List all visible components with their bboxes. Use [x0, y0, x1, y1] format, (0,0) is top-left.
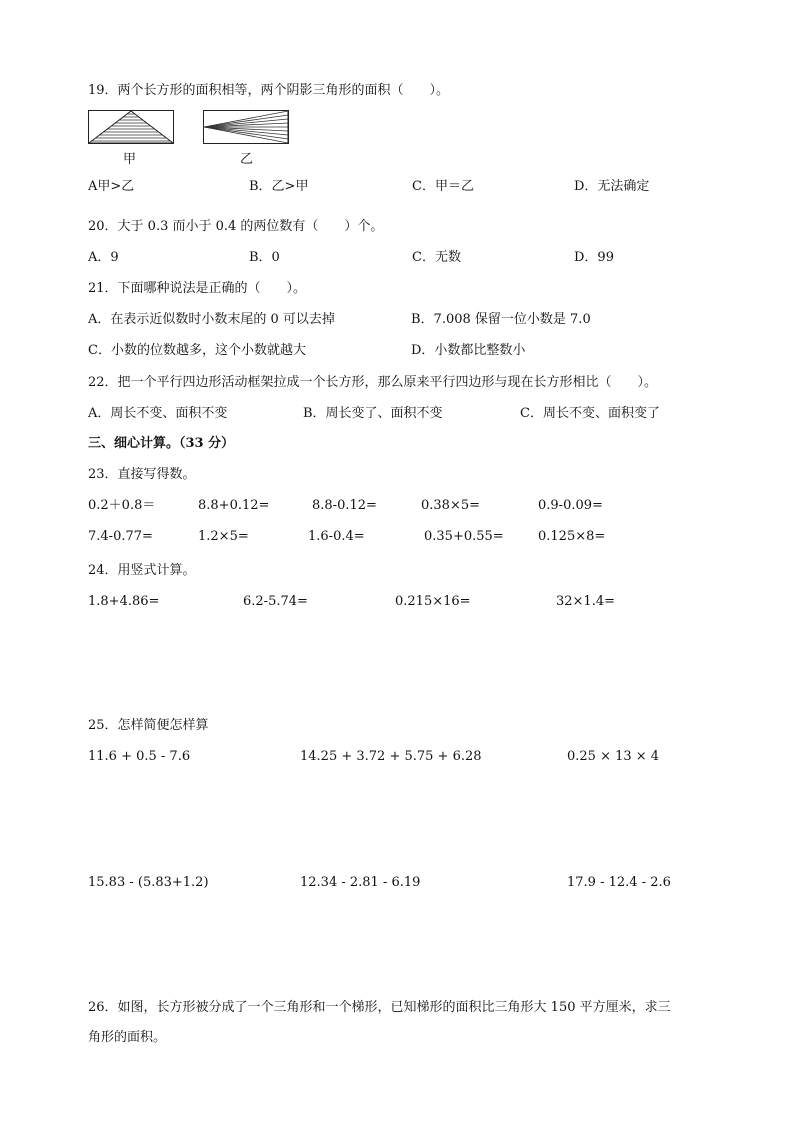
q21-stem: 21．下面哪种说法是正确的（ ）。: [88, 281, 307, 296]
q23-item: 0.125×8=: [538, 529, 606, 544]
q24-item: 32×1.4=: [556, 594, 616, 609]
q23-item: 0.9-0.09=: [538, 498, 603, 513]
q23-item: 7.4-0.77=: [88, 529, 153, 544]
q25-item: 14.25 + 3.72 + 5.75 + 6.28: [300, 749, 482, 764]
figure-jia-label: 甲: [123, 152, 137, 167]
q25-item: 12.34 - 2.81 - 6.19: [300, 875, 421, 890]
q20-option-b: B．0: [249, 250, 280, 265]
q25-item: 0.25 × 13 × 4: [567, 749, 660, 764]
q23-item: 0.35+0.55=: [424, 529, 504, 544]
q23-stem: 23．直接写得数。: [88, 467, 196, 482]
q22-option-b: B．周长变了、面积不变: [303, 406, 443, 421]
q21-option-c: C．小数的位数越多，这个小数就越大: [88, 343, 306, 358]
q21-option-b: B．7.008 保留一位小数是 7.0: [411, 312, 591, 327]
q24-stem: 24．用竖式计算。: [88, 563, 196, 578]
q21-option-d: D．小数都比整数小: [411, 343, 526, 358]
q22-option-c: C．周长不变、面积变了: [520, 406, 660, 421]
q25-item: 15.83 - (5.83+1.2): [88, 875, 209, 890]
q23-item: 0.2＋0.8＝: [88, 498, 156, 513]
figure-yi-label: 乙: [240, 152, 254, 167]
q25-stem: 25．怎样简便怎样算: [88, 718, 209, 733]
q20-option-a: A．9: [88, 250, 119, 265]
q20-stem: 20．大于 0.3 而小于 0.4 的两位数有（ ）个。: [88, 219, 384, 234]
q19-option-d: D．无法确定: [574, 179, 650, 194]
q19-option-b: B．乙>甲: [249, 179, 309, 194]
q26-stem-line1: 26．如图，长方形被分成了一个三角形和一个梯形，已知梯形的面积比三角形大 150 平方厘米，求三: [88, 1000, 671, 1015]
section-3-title: 三、细心计算。（33 分）: [88, 436, 235, 451]
q23-item: 8.8+0.12=: [198, 498, 270, 513]
q20-option-d: D．99: [574, 250, 614, 265]
q23-item: 1.6-0.4=: [308, 529, 365, 544]
q22-option-a: A．周长不变、面积不变: [88, 406, 228, 421]
q22-stem: 22．把一个平行四边形活动框架拉成一个长方形，那么原来平行四边形与现在长方形相比（ ）。: [88, 375, 658, 390]
q24-item: 0.215×16=: [395, 594, 471, 609]
q19-option-a: A甲>乙: [88, 179, 135, 194]
figure-yi: [203, 110, 289, 144]
q20-option-c: C．无数: [412, 250, 461, 265]
q24-item: 6.2-5.74=: [243, 594, 308, 609]
q23-item: 0.38×5=: [421, 498, 481, 513]
q23-item: 8.8-0.12=: [312, 498, 377, 513]
q21-option-a: A．在表示近似数时小数末尾的 0 可以去掉: [88, 312, 335, 327]
figure-jia: [88, 110, 174, 144]
q19-stem: 19．两个长方形的面积相等，两个阴影三角形的面积（ ）。: [88, 83, 450, 98]
q25-item: 11.6 + 0.5 - 7.6: [88, 749, 191, 764]
q26-stem-line2: 角形的面积。: [88, 1030, 167, 1045]
q19-option-c: C．甲＝乙: [412, 179, 474, 194]
q24-item: 1.8+4.86=: [88, 594, 160, 609]
q23-item: 1.2×5=: [198, 529, 249, 544]
q25-item: 17.9 - 12.4 - 2.6: [567, 875, 671, 890]
